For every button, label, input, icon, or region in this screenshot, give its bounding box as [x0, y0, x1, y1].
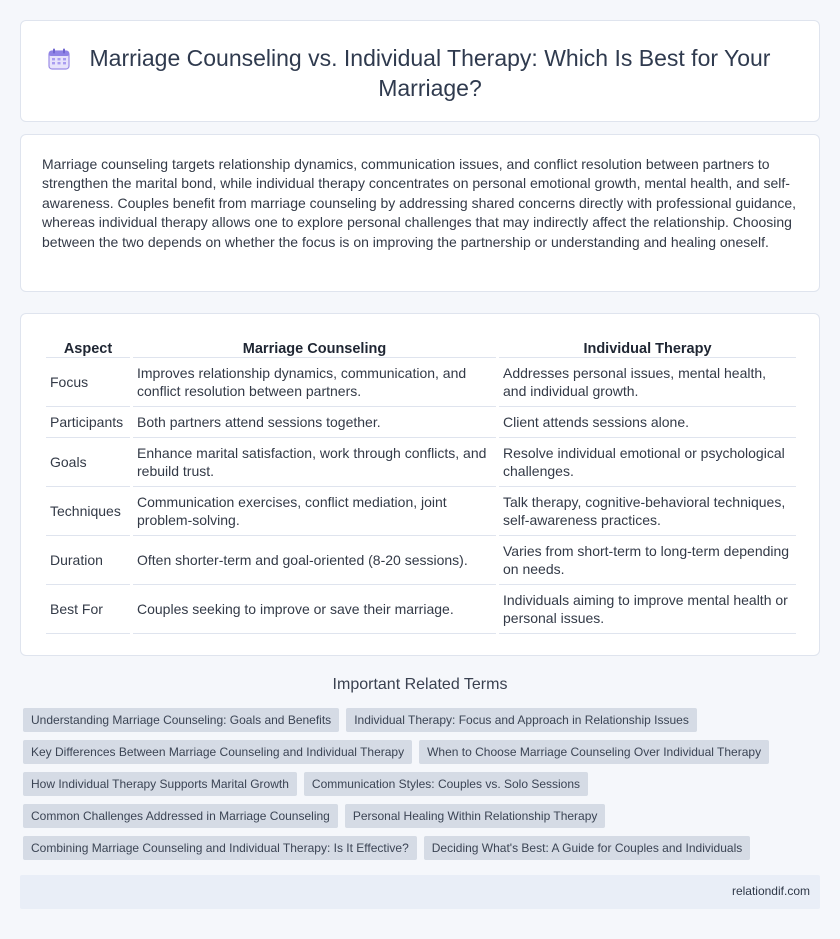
marriage-counseling-cell: Both partners attend sessions together. [133, 407, 496, 438]
table-row [46, 358, 796, 407]
individual-therapy-cell: Client attends sessions alone. [499, 407, 796, 438]
related-term-tag[interactable]: Deciding What's Best: A Guide for Couples and Individuals [424, 836, 750, 860]
related-term-tag[interactable]: Common Challenges Addressed in Marriage Counseling [23, 804, 338, 828]
marriage-counseling-cell: Enhance marital satisfaction, work through conflicts, and rebuild trust. [133, 438, 496, 487]
table-header-row [46, 334, 796, 358]
aspect-cell: Goals [46, 438, 130, 487]
related-term-tag[interactable]: When to Choose Marriage Counseling Over Individual Therapy [419, 740, 769, 764]
table-row [46, 407, 796, 438]
header-card [20, 20, 820, 122]
individual-therapy-cell: Talk therapy, cognitive-behavioral techniques, self-awareness practices. [499, 487, 796, 536]
column-header-aspect: Aspect [46, 334, 130, 358]
marriage-counseling-cell: Communication exercises, conflict mediation, joint problem-solving. [133, 487, 496, 536]
page-title: Marriage Counseling vs. Individual Therapy: Which Is Best for Your Marriage? [89, 45, 771, 101]
aspect-cell: Duration [46, 536, 130, 585]
related-term-tag[interactable]: Understanding Marriage Counseling: Goals and Benefits [23, 708, 339, 732]
related-term-tag[interactable]: Combining Marriage Counseling and Individual Therapy: Is It Effective? [23, 836, 417, 860]
column-header-individual-therapy: Individual Therapy [499, 334, 796, 358]
table-row [46, 487, 796, 536]
marriage-counseling-cell: Improves relationship dynamics, communication, and conflict resolution between partners. [133, 358, 496, 407]
related-terms-list [23, 708, 820, 868]
related-terms-heading: Important Related Terms [332, 676, 508, 693]
footer-site-link[interactable]: relationdif.com [731, 884, 810, 898]
individual-therapy-cell: Resolve individual emotional or psychological challenges. [499, 438, 796, 487]
individual-therapy-cell: Individuals aiming to improve mental health or personal issues. [499, 585, 796, 634]
comparison-table [43, 334, 799, 634]
individual-therapy-cell: Addresses personal issues, mental health, and individual growth. [499, 358, 796, 407]
marriage-counseling-cell: Often shorter-term and goal-oriented (8-20 sessions). [133, 536, 496, 585]
related-term-tag[interactable]: Communication Styles: Couples vs. Solo Sessions [304, 772, 588, 796]
aspect-cell: Best For [46, 585, 130, 634]
related-term-tag[interactable]: Key Differences Between Marriage Counseling and Individual Therapy [23, 740, 412, 764]
individual-therapy-cell: Varies from short-term to long-term depending on needs. [499, 536, 796, 585]
related-term-tag[interactable]: Individual Therapy: Focus and Approach in Relationship Issues [346, 708, 697, 732]
related-term-tag[interactable]: How Individual Therapy Supports Marital Growth [23, 772, 297, 796]
table-row [46, 585, 796, 634]
aspect-cell: Focus [46, 358, 130, 407]
footer [20, 875, 820, 909]
aspect-cell: Participants [46, 407, 130, 438]
marriage-counseling-cell: Couples seeking to improve or save their marriage. [133, 585, 496, 634]
table-row [46, 438, 796, 487]
column-header-marriage-counseling: Marriage Counseling [133, 334, 496, 358]
intro-paragraph: Marriage counseling targets relationship dynamics, communication issues, and conflict resolution between partners to strengthen the marital bond, while individual therapy concentrates on personal emotional growth, mental health, and self-awareness. Couples benefit from marriage counseling by addressing shared concerns directly with professional guidance, whereas individual therapy allows one to explore personal challenges that may indirectly affect the relationship. Choosing between the two depends on whether the focus is on improving the partnership or understanding and healing oneself. [42, 156, 797, 250]
intro-card [20, 134, 820, 292]
related-term-tag[interactable]: Personal Healing Within Relationship Therapy [345, 804, 606, 828]
comparison-card [20, 313, 820, 656]
aspect-cell: Techniques [46, 487, 130, 536]
table-row [46, 536, 796, 585]
